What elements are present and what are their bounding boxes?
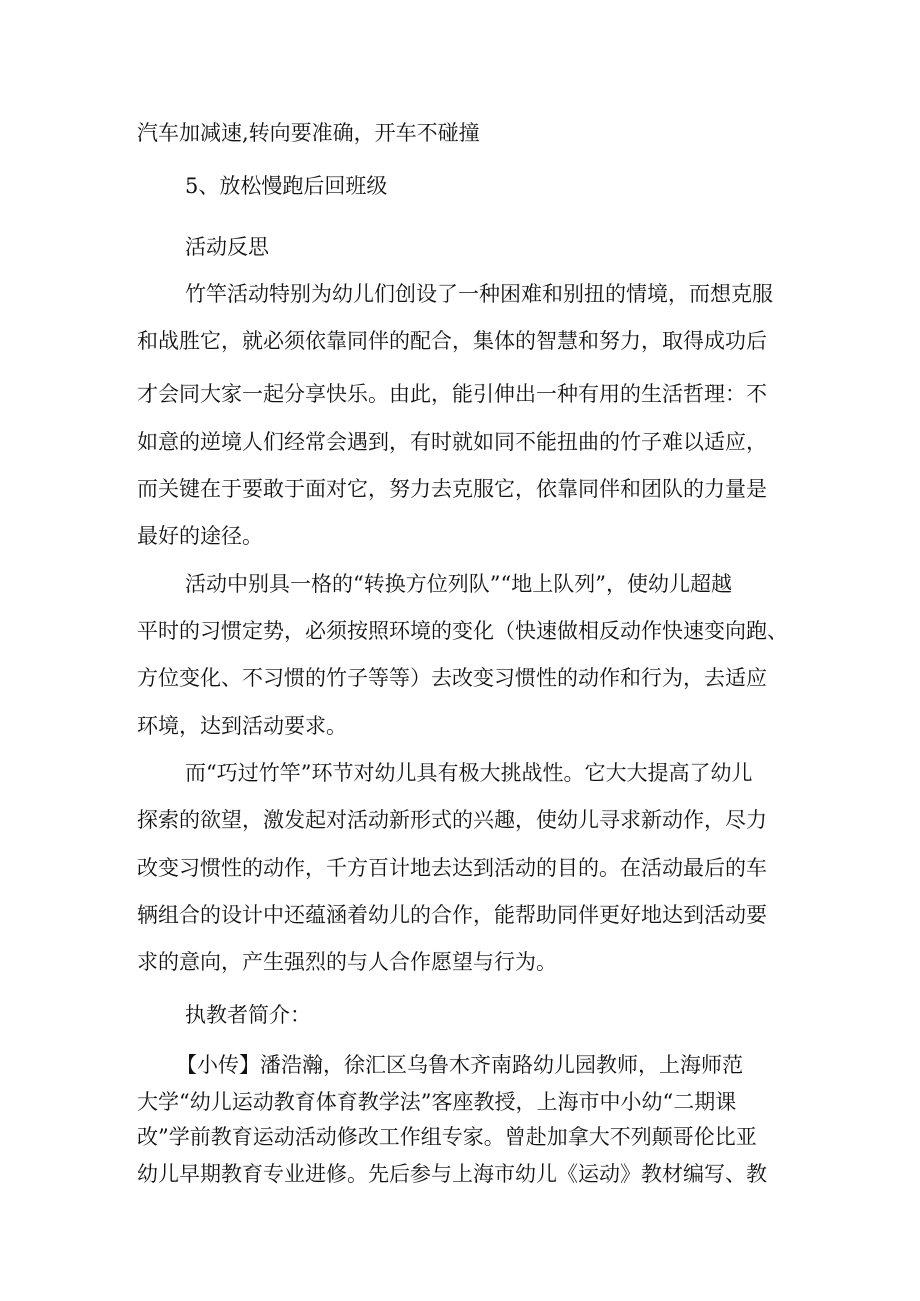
paragraph2-line-1: 活动中别具一格的“转换方位列队”“地上队列”，使幼儿超越 [185,572,732,596]
paragraph2-line-4: 环境，达到活动要求。 [137,714,347,738]
reflection-line-5: 而关键在于要敢于面对它，努力去克服它，依靠同伴和团队的力量是 [137,477,767,501]
reflection-line-4: 如意的逆境人们经常会遇到，有时就如同不能扭曲的竹子难以适应， [137,430,767,454]
paragraph3-line-2: 探索的欲望，激发起对活动新形式的兴趣，使幼儿寻求新动作，尽力 [137,808,767,832]
paragraph2-line-3: 方位变化、不习惯的竹子等等）去改变习惯性的动作和行为，去适应 [137,666,767,690]
reflection-line-6: 最好的途径。 [137,524,263,548]
teacher-intro-heading: 执教者简介： [185,1003,311,1027]
reflection-line-3: 才会同大家一起分享快乐。由此，能引伸出一种有用的生活哲理：不 [137,382,767,406]
paragraph3-line-3: 改变习惯性的动作，千方百计地去达到活动的目的。在活动最后的车 [137,856,767,880]
reflection-line-1: 竹竿活动特别为幼儿们创设了一种困难和别扭的情境，而想克服 [185,282,773,306]
paragraph3-line-4: 辆组合的设计中还蕴涵着幼儿的合作，能帮助同伴更好地达到活动要 [137,903,767,927]
paragraph3-line-5: 求的意向，产生强烈的与人合作愿望与行为。 [137,950,557,974]
bio-line-1: 【小传】潘浩瀚，徐汇区乌鲁木齐南路幼儿园教师，上海师范 [176,1053,743,1077]
step-5-heading: 5、放松慢跑后回班级 [185,174,388,198]
section-heading-reflection: 活动反思 [185,235,269,259]
bio-line-4: 幼儿早期教育专业进修。先后参与上海市幼儿《运动》教材编写、教 [137,1162,767,1186]
paragraph3-line-1: 而“巧过竹竿”环节对幼儿具有极大挑战性。它大大提高了幼儿 [185,761,753,785]
paragraph-line-driving: 汽车加减速,转向要准确，开车不碰撞 [137,121,480,145]
paragraph2-line-2: 平时的习惯定势，必须按照环境的变化（快速做相反动作快速变向跑、 [137,619,788,643]
bio-line-3: 改”学前教育运动活动修改工作组专家。曾赴加拿大不列颠哥伦比亚 [137,1125,757,1149]
bio-line-2: 大学“幼儿运动教育体育教学法”客座教授，上海市中小幼“二期课 [137,1090,737,1114]
reflection-line-2: 和战胜它，就必须依靠同伴的配合，集体的智慧和努力，取得成功后 [137,329,767,353]
